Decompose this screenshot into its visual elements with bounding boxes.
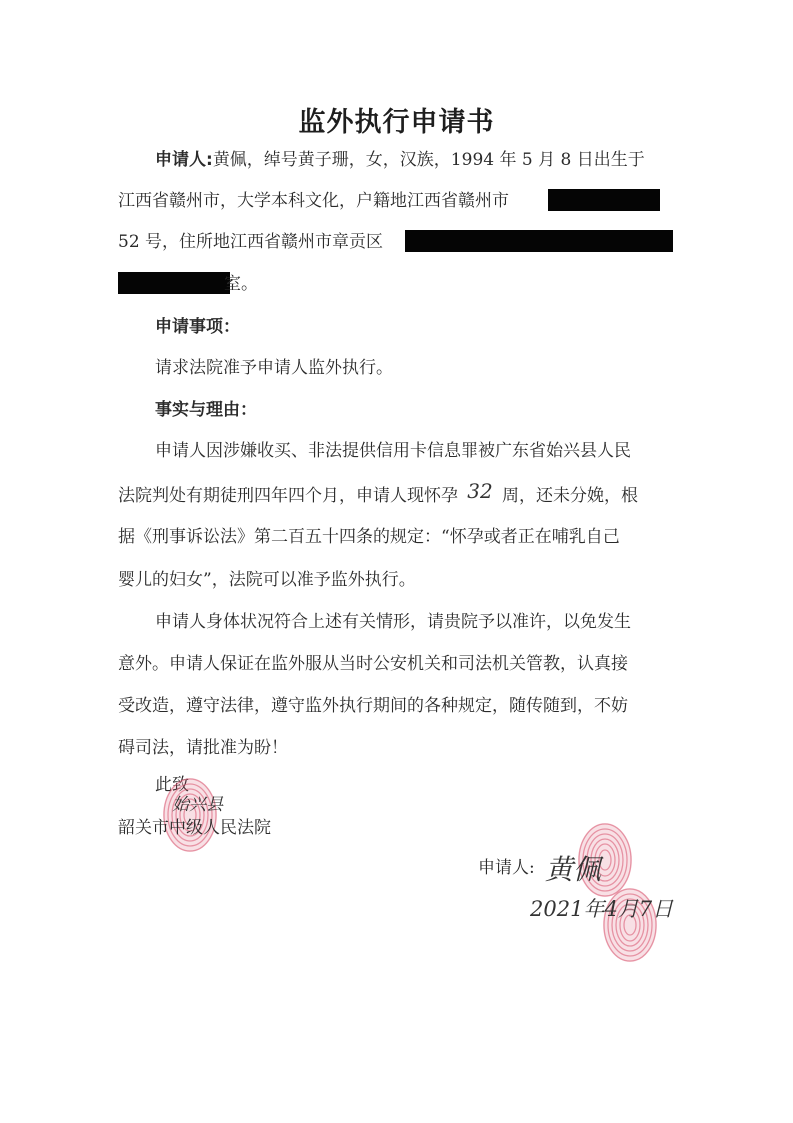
request-heading: 申请事项： (155, 317, 240, 337)
request-text: 请求法院准予申请人监外执行。 (155, 358, 393, 378)
document-title: 监外执行申请书 (298, 107, 495, 138)
facts-line: 申请人身体状况符合上述有关情形，请贵院予以准许，以免发生 (155, 612, 631, 632)
fingerprint-mark (160, 775, 220, 855)
court-name: 韶关市中级人民法院 (118, 818, 271, 838)
redaction-bar (548, 189, 660, 211)
signature-label: 申请人: (478, 858, 535, 878)
handwritten-weeks: 32 (467, 479, 493, 503)
facts-line (118, 479, 638, 506)
handwritten-court-county: 始兴县 (172, 795, 223, 815)
facts-line: 受改造，遵守法律，遵守监外执行期间的各种规定，随传随到，不妨 (118, 696, 628, 716)
salutation: 此致 (155, 775, 189, 795)
applicant-line-4: 室。 (224, 274, 258, 294)
redaction-bar (405, 230, 673, 252)
handwritten-date: 2021年4月7日 (530, 897, 674, 921)
facts-line: 据《刑事诉讼法》第二百五十四条的规定：“怀孕或者正在哺乳自己 (118, 527, 620, 547)
applicant-line-3: 52 号，住所地江西省赣州市章贡区 (118, 232, 384, 252)
applicant-line-2: 江西省赣州市，大学本科文化，户籍地江西省赣州市 (118, 191, 509, 211)
facts-line: 意外。申请人保证在监外服从当时公安机关和司法机关管教，认真接 (118, 654, 628, 674)
facts-line: 碍司法，请批准为盼！ (118, 738, 288, 758)
applicant-text-1: 黄佩，绰号黄子珊，女，汉族，1994 年 5 月 8 日出生于 (212, 150, 645, 170)
facts-line-part: 周，还未分娩，根 (502, 486, 638, 506)
facts-line: 婴儿的妇女”，法院可以准予监外执行。 (118, 570, 416, 590)
facts-heading: 事实与理由： (155, 400, 257, 420)
facts-line-part: 法院判处有期徒刑四年四个月，申请人现怀孕 (118, 486, 458, 506)
handwritten-signature: 黄佩 (545, 853, 602, 886)
facts-line: 申请人因涉嫌收买、非法提供信用卡信息罪被广东省始兴县人民 (155, 441, 631, 461)
applicant-label: 申请人: (155, 150, 213, 170)
applicant-line-1 (155, 150, 645, 170)
redaction-bar (118, 272, 230, 294)
